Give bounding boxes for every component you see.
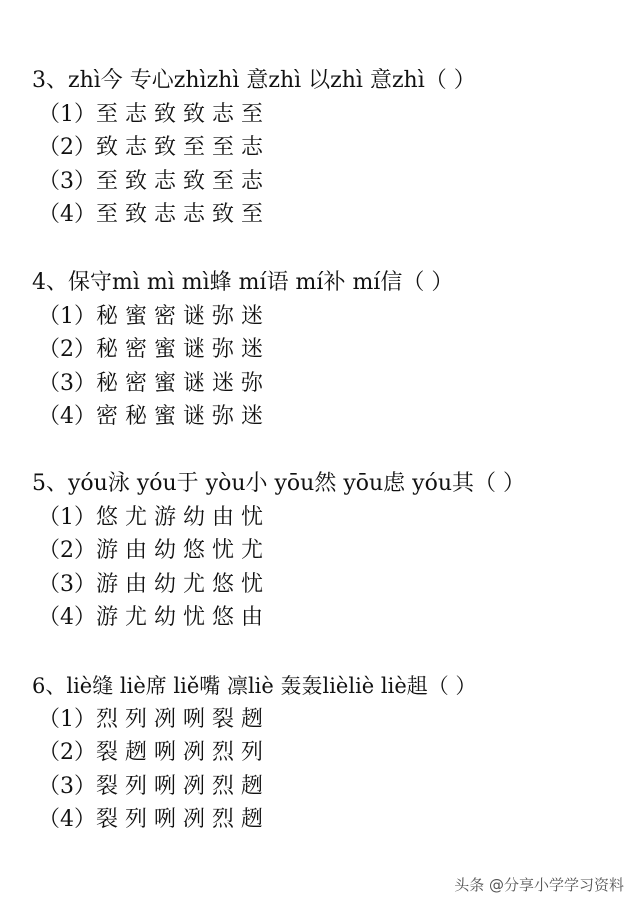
answer-option: （2）秘 密 蜜 谜 弥 迷 xyxy=(38,337,263,362)
answer-option: （1）至 志 致 致 志 至 xyxy=(38,102,263,127)
answer-option: （3）秘 密 蜜 谜 迷 弥 xyxy=(38,371,263,396)
answer-option: （1）烈 列 冽 咧 裂 趔 xyxy=(38,707,263,732)
answer-option: （1）秘 蜜 密 谜 弥 迷 xyxy=(38,304,263,329)
question-stem: 3、zhì今 专心zhìzhì 意zhì 以zhì 意zhì（ ） xyxy=(32,68,476,93)
answer-option: （3）游 由 幼 尤 悠 忧 xyxy=(38,572,263,597)
question-stem: 5、yóu泳 yóu于 yòu小 yōu然 yōu虑 yóu其（ ） xyxy=(32,471,526,496)
answer-option: （4）裂 列 咧 冽 烈 趔 xyxy=(38,807,263,832)
answer-option: （3）至 致 志 致 至 志 xyxy=(38,169,263,194)
question-stem: 6、liè缝 liè席 liě嘴 凛liè 轰轰lièliè liè趄（ ） xyxy=(32,674,477,698)
watermark-text: 头条 @分享小学学习资料 xyxy=(454,876,624,894)
answer-option: （2）裂 趔 咧 冽 烈 列 xyxy=(38,740,263,765)
answer-option: （4）密 秘 蜜 谜 弥 迷 xyxy=(38,404,263,429)
answer-option: （3）裂 列 咧 冽 烈 趔 xyxy=(38,774,263,799)
answer-option: （2）游 由 幼 悠 忧 尤 xyxy=(38,538,263,563)
answer-option: （4）游 尤 幼 忧 悠 由 xyxy=(38,605,263,630)
question-stem: 4、保守mì mì mì蜂 mí语 mí补 mí信（ ） xyxy=(32,270,454,295)
answer-option: （1）悠 尤 游 幼 由 忧 xyxy=(38,505,263,530)
answer-option: （4）至 致 志 志 致 至 xyxy=(38,202,263,227)
answer-option: （2）致 志 致 至 至 志 xyxy=(38,135,263,160)
